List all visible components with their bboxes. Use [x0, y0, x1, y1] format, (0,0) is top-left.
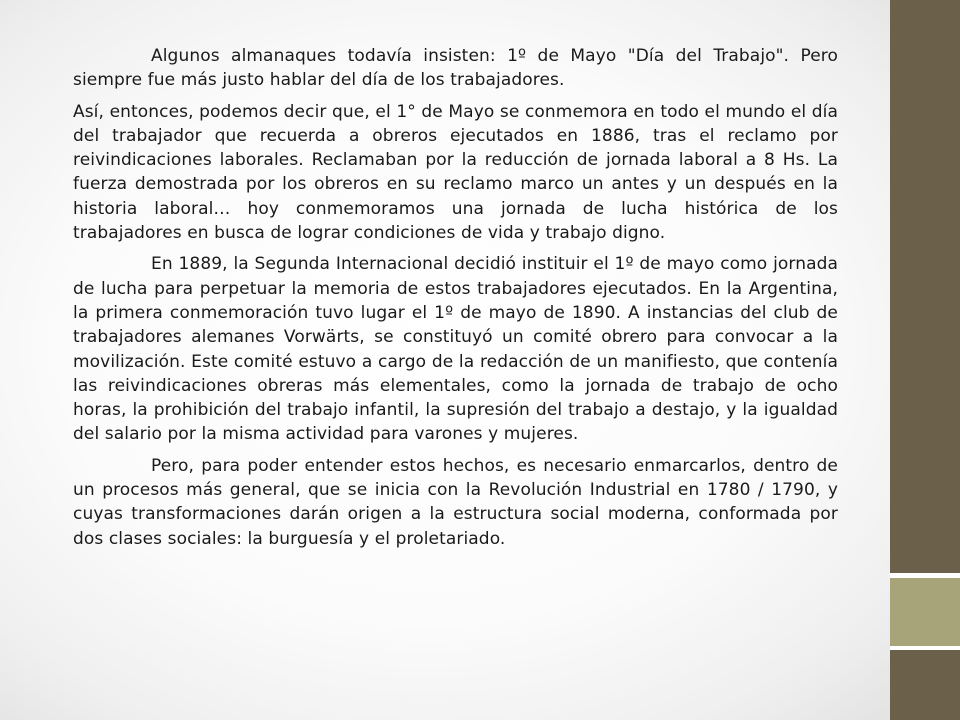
band-light-middle: [890, 578, 960, 646]
paragraph-intro: Algunos almanaques todavía insisten: 1º de Mayo "Día del Trabajo". Pero siempre fue más justo hablar del día de los trabajadores.: [73, 46, 838, 91]
paragraph-segunda-internacional: En 1889, la Segunda Internacional decidió instituir el 1º de mayo como jornada de lucha para perpetuar la memoria de estos trabajadores ejecutados. En la Argentina, la primera conmemoración tuvo lugar el 1º de mayo de 1890. A instancias del club de trabajadores alemanes Vorwärts, se constituyó un comité obrero para convocar a la movilización. Este comité estuvo a cargo de la redacción de un manifiesto, que contenía las reivindicaciones obreras más elementales, como la jornada de trabajo de ocho horas, la prohibición del trabajo infantil, la supresión del trabajo a destajo, y la igualdad del salario por la misma actividad para varones y mujeres.: [73, 254, 838, 445]
slide-text-body: [73, 44, 838, 558]
paragraph-primero-de-mayo: Así, entonces, podemos decir que, el 1° de Mayo se conmemora en todo el mundo el día del trabajador que recuerda a obreros ejecutados en 1886, tras el reclamo por reivindicaciones laborales. Reclamaban por la reducción de jornada laboral a 8 Hs. La fuerza demostrada por los obreros en su reclamo marco un antes y un después en la historia laboral… hoy conmemoramos una jornada de lucha histórica de los trabajadores en busca de lograr condiciones de vida y trabajo digno.: [73, 101, 838, 244]
paragraph-revolucion-industrial: Pero, para poder entender estos hechos, es necesario enmarcarlos, dentro de un procesos más general, que se inicia con la Revolución Industrial en 1780 / 1790, y cuyas transformaciones darán origen a la estructura social moderna, conformada por dos clases sociales: la burguesía y el proletariado.: [73, 455, 838, 549]
side-decoration-band: [890, 0, 960, 720]
band-dark-bottom: [890, 650, 960, 720]
band-dark-top: [890, 0, 960, 573]
